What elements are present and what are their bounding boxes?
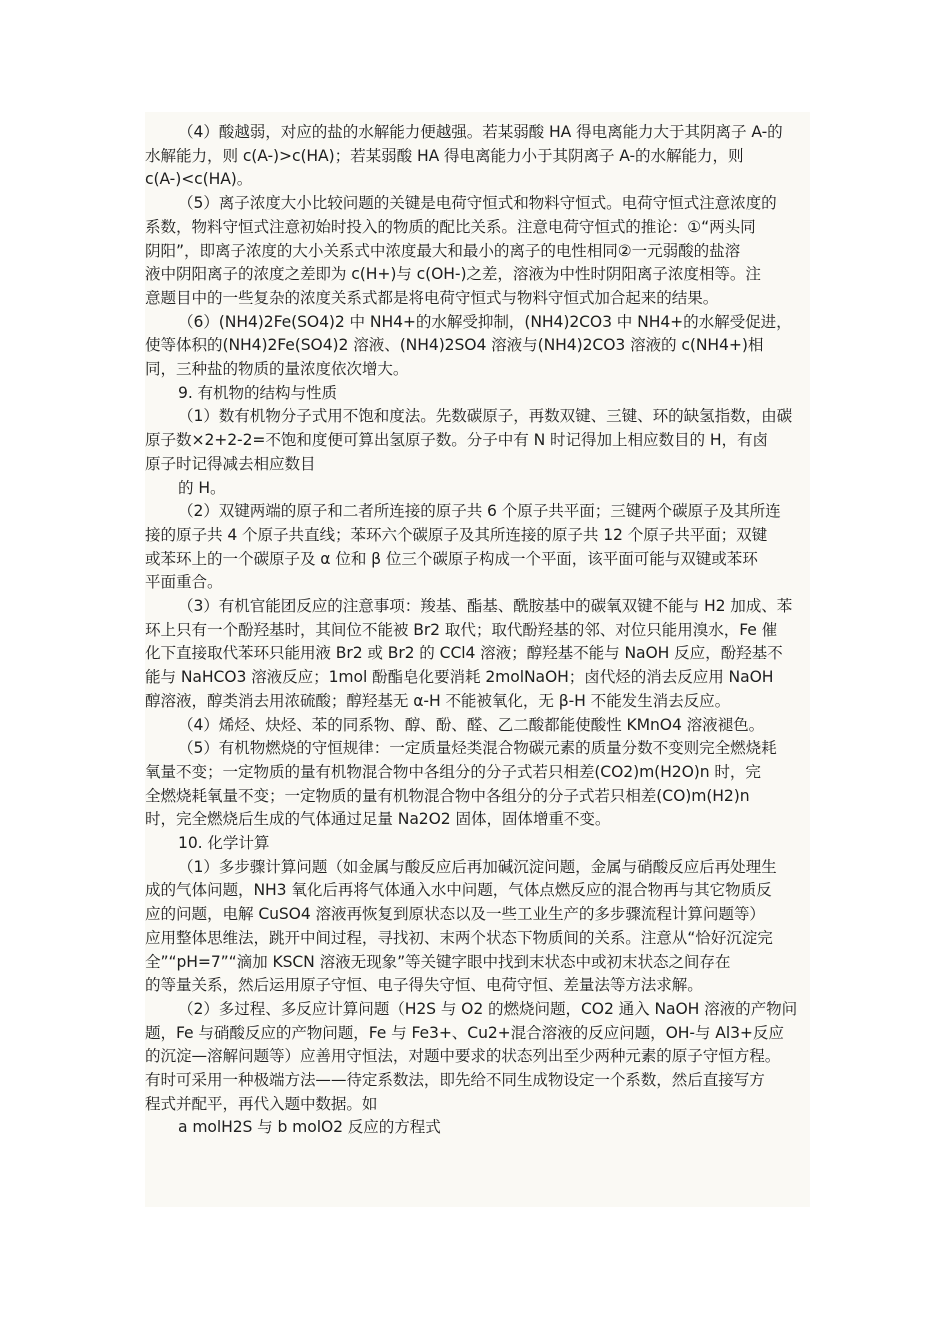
text-line: （1）多步骤计算问题（如金属与酸反应后再加碱沉淀问题，金属与硝酸反应后再处理生 [178,857,777,876]
text-line: 原子时记得减去相应数目 [145,454,316,473]
text-line: 使等体积的(NH4)2Fe(SO4)2 溶液、(NH4)2SO4 溶液与(NH4)2CO3 溶液的 c(NH4+)相 [145,336,764,355]
text-line: 题，Fe 与硝酸反应的产物问题，Fe 与 Fe3+、Cu2+混合溶液的反应问题，OH-与 Al3+反应 [145,1023,784,1042]
text-line: 10. 化学计算 [178,834,270,852]
text-line: （3）有机官能团反应的注意事项：羧基、酯基、酰胺基中的碳氧双键不能与 H2 加成、苯 [178,597,793,615]
text-line: 平面重合。 [145,573,223,592]
text-line: 时，完全燃烧后生成的气体通过足量 Na2O2 固体，固体增重不变。 [145,810,611,829]
text-line: 9. 有机物的结构与性质 [178,383,337,402]
text-line: 化下直接取代苯环只能用液 Br2 或 Br2 的 CCl4 溶液；醇羟基不能与 NaOH 反应，酚羟基不 [145,644,783,663]
text-line: 原子数×2+2-2=不饱和度便可算出氢原子数。分子中有 N 时记得加上相应数目的 H，有卤 [145,431,768,450]
text-line: 全”“pH=7”“滴加 KSCN 溶液无现象”等关键字眼中找到末状态中或初末状态之间存在 [145,952,731,971]
text-line: （4）酸越弱，对应的盐的水解能力便越强。若某弱酸 HA 得电离能力大于其阴离子 A-的 [178,123,783,141]
text-line: （6）(NH4)2Fe(SO4)2 中 NH4+的水解受抑制，(NH4)2CO3 中 NH4+的水解受促进， [178,312,792,331]
text-line: 应的问题，电解 CuSO4 溶液再恢复到原状态以及一些工业生产的多步骤流程计算问题等） [145,905,765,924]
text-line: 同，三种盐的物质的量浓度依次增大。 [145,360,409,378]
text-line: 系数，物料守恒式注意初始时投入的物质的配比关系。注意电荷守恒式的推论：①“两头同 [145,217,756,236]
text-line: （2）多过程、多反应计算问题（H2S 与 O2 的燃烧问题，CO2 通入 NaOH 溶液的产物问 [178,999,798,1018]
text-line: 的等量关系，然后运用原子守恒、电子得失守恒、电荷守恒、差量法等方法求解。 [145,976,703,995]
text-line: 程式并配平，再代入题中数据。如 [145,1094,378,1113]
text-line: 有时可采用一种极端方法——待定系数法，即先给不同生成物设定一个系数，然后直接写方 [145,1071,765,1089]
text-line: 环上只有一个酚羟基时，其间位不能被 Br2 取代；取代酚羟基的邻、对位只能用溴水，Fe 催 [145,620,778,639]
text-line: （5）有机物燃烧的守恒规律：一定质量烃类混合物碳元素的质量分数不变则完全燃烧耗 [178,739,777,758]
text-line: c(A-)<c(HA)。 [145,170,253,189]
text-line: 或苯环上的一个碳原子及 α 位和 β 位三个碳原子构成一个平面，该平面可能与双键或苯环 [145,549,758,568]
text-line: 接的原子共 4 个原子共直线；苯环六个碳原子及其所连接的原子共 12 个原子共平面；双键 [145,525,768,544]
text-line: 的沉淀—溶解问题等）应善用守恒法，对题中要求的状态列出至少两种元素的原子守恒方程。 [145,1047,781,1066]
text-line: 能与 NaHCO3 溶液反应；1mol 酚酯皂化要消耗 2molNaOH；卤代烃的消去反应用 NaOH [145,668,774,687]
text-line: 液中阴阳离子的浓度之差即为 c(H+)与 c(OH-)之差，溶液为中性时阴阳离子浓度相等。注 [145,265,761,284]
text-line: 意题目中的一些复杂的浓度关系式都是将电荷守恒式与物料守恒式加合起来的结果。 [145,288,719,307]
text-line: （1）数有机物分子式用不饱和度法。先数碳原子，再数双键、三键、环的缺氢指数，由碳 [178,407,793,426]
text-line: （5）离子浓度大小比较问题的关键是电荷守恒式和物料守恒式。电荷守恒式注意浓度的 [178,194,777,213]
document-body [145,112,810,1207]
text-line: 全燃烧耗氧量不变；一定物质的量有机物混合物中各组分的分子式若只相差(CO)m(H2)n [145,786,750,805]
text-line: 应用整体思维法，跳开中间过程，寻找初、末两个状态下物质间的关系。注意从“恰好沉淀完 [145,928,773,947]
text-line: （2）双键两端的原子和二者所连接的原子共 6 个原子共平面；三键两个碳原子及其所连 [178,502,781,521]
text-line: 阴阳”，即离子浓度的大小关系式中浓度最大和最小的离子的电性相同②一元弱酸的盐溶 [145,241,741,260]
text-line: 醇溶液，醇类消去用浓硫酸；醇羟基无 α-H 不能被氧化，无 β-H 不能发生消去反应。 [145,691,731,710]
text-line: （4）烯烃、炔烃、苯的同系物、醇、酚、醛、乙二酸都能使酸性 KMnO4 溶液褪色。 [178,715,765,734]
text-line: 水解能力，则 c(A-)>c(HA)；若某弱酸 HA 得电离能力小于其阴离子 A-的水解能力，则 [145,146,744,165]
text-line: a molH2S 与 b molO2 反应的方程式 [178,1118,441,1137]
text-line: 成的气体问题，NH3 氧化后再将气体通入水中问题，气体点燃反应的混合物再与其它物质反 [145,881,772,900]
text-line: 的 H。 [178,478,226,497]
text-line: 氧量不变；一定物质的量有机物混合物中各组分的分子式若只相差(CO2)m(H2O)n 时，完 [145,762,761,781]
